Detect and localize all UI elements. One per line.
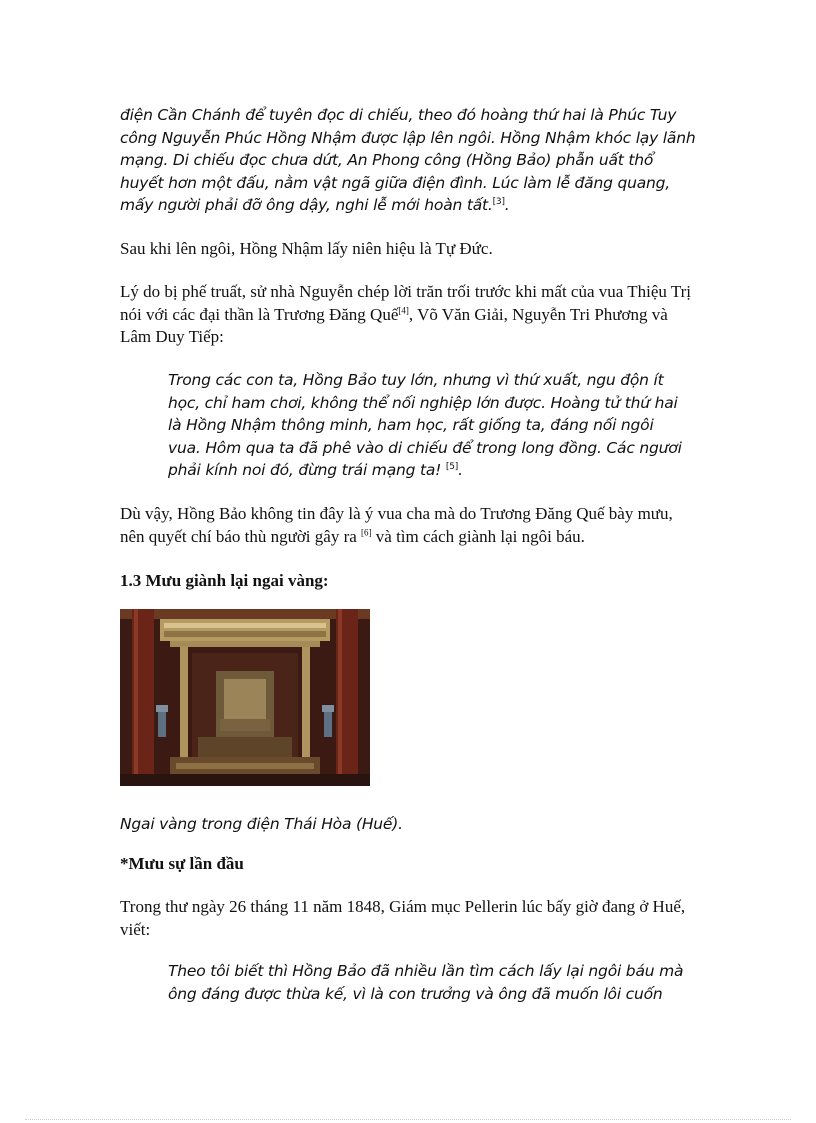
footnote-ref-5[interactable]: [5] [445, 461, 459, 472]
paragraph-revenge: Dù vậy, Hồng Bảo không tin đây là ý vua cha mà do Trương Đăng Quế bày mưu, nên quyết chí báo thù người gây ra [6] và tìm cách giành lại ngôi báu. [120, 504, 673, 546]
quote-thieu-tri: Trong các con ta, Hồng Bảo tuy lớn, nhưng vì thứ xuất, ngu độn ít học, chỉ ham chơi, không thể nối nghiệp lớn được. Hoàng tử thứ hai là Hồng Nhậm thông minh, ham học, rất giống ta, đáng nối ngôi vua. Hôm qua ta đã phê vào di chiếu để trong long đồng. Các ngươi phải kính noi đó, đừng trái mạng ta! [5]. [168, 371, 682, 479]
paragraph-deposition-reason: Lý do bị phế truất, sử nhà Nguyễn chép lời trăn trối trước khi mất của vua Thiệu Trị nói với các đại thần là Trương Đăng Quế[4], Võ Văn Giải, Nguyễn Tri Phương và Lâm Duy Tiếp: [120, 282, 692, 346]
paragraph-accession: Sau khi lên ngôi, Hồng Nhậm lấy niên hiệu là Tự Đức. [120, 239, 493, 258]
footnote-ref-4[interactable]: [4] [398, 304, 409, 315]
throne-illustration [120, 609, 370, 786]
throne-photo [120, 609, 370, 786]
section-heading-1-3: 1.3 Mưu giành lại ngai vàng: [120, 571, 329, 590]
page-bottom-border [25, 1119, 791, 1120]
paragraph-coronation: điện Cần Chánh để tuyên đọc di chiếu, theo đó hoàng thứ hai là Phúc Tuy công Nguyễn Phúc Hồng Nhậm được lập lên ngôi. Hồng Nhậm khóc lạy lãnh mạng. Di chiếu đọc chưa dứt, An Phong công (Hồng Bảo) phẫn uất thổ huyết hơn một đấu, nằm vật ngã giữa điện đình. Lúc làm lễ đăng quang, mấy người phải đỡ ông dậy, nghi lễ mới hoàn tất.[3]. [120, 106, 696, 214]
footnote-ref-3[interactable]: [3] [492, 196, 505, 207]
section-heading-first-plot: *Mưu sự lần đầu [120, 854, 244, 873]
photo-caption: Ngai vàng trong điện Thái Hòa (Huế). [120, 815, 403, 833]
quote-pellerin: Theo tôi biết thì Hồng Bảo đã nhiều lần tìm cách lấy lại ngôi báu mà ông đáng được thừa kế, vì là con trưởng và ông đã muốn lôi cuốn [168, 962, 684, 1003]
footnote-ref-6[interactable]: [6] [361, 526, 372, 537]
paragraph-pellerin-letter: Trong thư ngày 26 tháng 11 năm 1848, Giám mục Pellerin lúc bấy giờ đang ở Huế, viết: [120, 897, 686, 939]
